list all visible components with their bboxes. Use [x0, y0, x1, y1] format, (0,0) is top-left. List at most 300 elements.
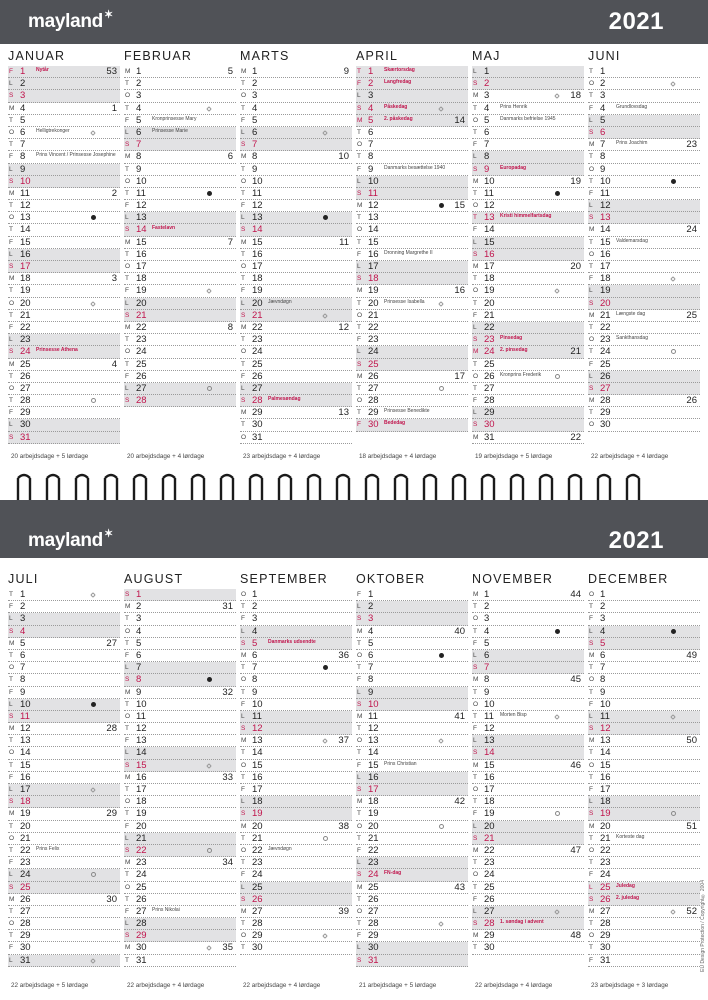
day-row[interactable]: [8, 613, 120, 625]
day-row[interactable]: [472, 747, 584, 759]
day-row[interactable]: [472, 310, 584, 322]
day-row[interactable]: [240, 613, 352, 625]
day-row[interactable]: [124, 906, 236, 918]
day-row[interactable]: [240, 601, 352, 613]
day-row[interactable]: [124, 322, 236, 334]
day-row[interactable]: [124, 723, 236, 735]
day-row[interactable]: [124, 90, 236, 102]
day-row[interactable]: [588, 90, 700, 102]
day-row[interactable]: [472, 662, 584, 674]
day-row[interactable]: [472, 869, 584, 881]
day-row[interactable]: [472, 115, 584, 127]
day-row[interactable]: [472, 395, 584, 407]
day-row[interactable]: [8, 346, 120, 358]
day-row[interactable]: [124, 833, 236, 845]
day-row[interactable]: [356, 589, 468, 601]
day-row[interactable]: [124, 78, 236, 90]
day-row[interactable]: [472, 857, 584, 869]
day-row[interactable]: [124, 796, 236, 808]
day-row[interactable]: [8, 942, 120, 954]
day-row[interactable]: [240, 322, 352, 334]
day-row[interactable]: [240, 395, 352, 407]
day-row[interactable]: [588, 151, 700, 163]
day-row[interactable]: [240, 127, 352, 139]
day-row[interactable]: [588, 723, 700, 735]
day-row[interactable]: [124, 359, 236, 371]
day-row[interactable]: [124, 942, 236, 954]
day-row[interactable]: [8, 66, 120, 78]
day-row[interactable]: [356, 699, 468, 711]
day-row[interactable]: [588, 735, 700, 747]
day-row[interactable]: [240, 359, 352, 371]
day-row[interactable]: [356, 371, 468, 383]
day-row[interactable]: [124, 395, 236, 407]
day-row[interactable]: [356, 821, 468, 833]
day-row[interactable]: [588, 906, 700, 918]
day-row[interactable]: [240, 760, 352, 772]
day-row[interactable]: [8, 821, 120, 833]
day-row[interactable]: [124, 882, 236, 894]
day-row[interactable]: [356, 212, 468, 224]
day-row[interactable]: [124, 699, 236, 711]
day-row[interactable]: [8, 115, 120, 127]
day-row[interactable]: [588, 395, 700, 407]
day-row[interactable]: [588, 747, 700, 759]
day-row[interactable]: [472, 833, 584, 845]
day-row[interactable]: [472, 90, 584, 102]
day-row[interactable]: [356, 127, 468, 139]
day-row[interactable]: [8, 711, 120, 723]
day-row[interactable]: [8, 699, 120, 711]
day-row[interactable]: [124, 821, 236, 833]
day-row[interactable]: [124, 346, 236, 358]
day-row[interactable]: [588, 346, 700, 358]
day-row[interactable]: [356, 601, 468, 613]
day-row[interactable]: [588, 103, 700, 115]
day-row[interactable]: [8, 395, 120, 407]
day-row[interactable]: [240, 918, 352, 930]
day-row[interactable]: [356, 419, 468, 431]
day-row[interactable]: [240, 699, 352, 711]
day-row[interactable]: [472, 894, 584, 906]
day-row[interactable]: [588, 212, 700, 224]
day-row[interactable]: [356, 115, 468, 127]
day-row[interactable]: [588, 383, 700, 395]
day-row[interactable]: [240, 273, 352, 285]
day-row[interactable]: [588, 711, 700, 723]
day-row[interactable]: [8, 90, 120, 102]
day-row[interactable]: [472, 601, 584, 613]
day-row[interactable]: [240, 894, 352, 906]
day-row[interactable]: [472, 808, 584, 820]
day-row[interactable]: [356, 906, 468, 918]
day-row[interactable]: [240, 249, 352, 261]
day-row[interactable]: [124, 139, 236, 151]
day-row[interactable]: [240, 808, 352, 820]
day-row[interactable]: [8, 188, 120, 200]
day-row[interactable]: [588, 261, 700, 273]
day-row[interactable]: [472, 626, 584, 638]
day-row[interactable]: [8, 674, 120, 686]
day-row[interactable]: [356, 407, 468, 419]
day-row[interactable]: [472, 613, 584, 625]
day-row[interactable]: [356, 808, 468, 820]
day-row[interactable]: [356, 845, 468, 857]
day-row[interactable]: [356, 747, 468, 759]
day-row[interactable]: [240, 674, 352, 686]
day-row[interactable]: [356, 164, 468, 176]
day-row[interactable]: [472, 371, 584, 383]
day-row[interactable]: [124, 103, 236, 115]
day-row[interactable]: [8, 273, 120, 285]
day-row[interactable]: [472, 66, 584, 78]
day-row[interactable]: [240, 407, 352, 419]
day-row[interactable]: [8, 151, 120, 163]
day-row[interactable]: [472, 249, 584, 261]
day-row[interactable]: [240, 419, 352, 431]
day-row[interactable]: [240, 796, 352, 808]
day-row[interactable]: [8, 687, 120, 699]
day-row[interactable]: [8, 918, 120, 930]
day-row[interactable]: [124, 237, 236, 249]
day-row[interactable]: [240, 638, 352, 650]
day-row[interactable]: [124, 845, 236, 857]
day-row[interactable]: [124, 613, 236, 625]
day-row[interactable]: [356, 200, 468, 212]
day-row[interactable]: [472, 334, 584, 346]
day-row[interactable]: [472, 650, 584, 662]
day-row[interactable]: [8, 784, 120, 796]
day-row[interactable]: [124, 601, 236, 613]
day-row[interactable]: [472, 188, 584, 200]
day-row[interactable]: [588, 200, 700, 212]
day-row[interactable]: [356, 346, 468, 358]
day-row[interactable]: [356, 930, 468, 942]
day-row[interactable]: [124, 735, 236, 747]
day-row[interactable]: [472, 164, 584, 176]
day-row[interactable]: [356, 237, 468, 249]
day-row[interactable]: [124, 955, 236, 967]
day-row[interactable]: [472, 103, 584, 115]
day-row[interactable]: [8, 249, 120, 261]
day-row[interactable]: [124, 650, 236, 662]
day-row[interactable]: [240, 200, 352, 212]
day-row[interactable]: [8, 589, 120, 601]
day-row[interactable]: [356, 395, 468, 407]
day-row[interactable]: [240, 735, 352, 747]
day-row[interactable]: [8, 164, 120, 176]
day-row[interactable]: [472, 224, 584, 236]
day-row[interactable]: [8, 601, 120, 613]
day-row[interactable]: [356, 310, 468, 322]
day-row[interactable]: [588, 176, 700, 188]
day-row[interactable]: [240, 139, 352, 151]
day-row[interactable]: [356, 188, 468, 200]
day-row[interactable]: [588, 626, 700, 638]
day-row[interactable]: [8, 298, 120, 310]
day-row[interactable]: [240, 66, 352, 78]
day-row[interactable]: [8, 650, 120, 662]
day-row[interactable]: [8, 906, 120, 918]
day-row[interactable]: [8, 371, 120, 383]
day-row[interactable]: [356, 638, 468, 650]
day-row[interactable]: [356, 760, 468, 772]
day-row[interactable]: [588, 310, 700, 322]
day-row[interactable]: [240, 942, 352, 954]
day-row[interactable]: [588, 334, 700, 346]
day-row[interactable]: [240, 906, 352, 918]
day-row[interactable]: [356, 334, 468, 346]
day-row[interactable]: [588, 650, 700, 662]
day-row[interactable]: [240, 930, 352, 942]
day-row[interactable]: [588, 808, 700, 820]
day-row[interactable]: [472, 699, 584, 711]
day-row[interactable]: [240, 188, 352, 200]
day-row[interactable]: [240, 772, 352, 784]
day-row[interactable]: [124, 857, 236, 869]
day-row[interactable]: [124, 66, 236, 78]
day-row[interactable]: [588, 687, 700, 699]
day-row[interactable]: [472, 176, 584, 188]
day-row[interactable]: [8, 359, 120, 371]
day-row[interactable]: [588, 273, 700, 285]
day-row[interactable]: [588, 419, 700, 431]
day-row[interactable]: [356, 90, 468, 102]
day-row[interactable]: [124, 285, 236, 297]
day-row[interactable]: [472, 346, 584, 358]
day-row[interactable]: [472, 942, 584, 954]
day-row[interactable]: [588, 224, 700, 236]
day-row[interactable]: [124, 212, 236, 224]
day-row[interactable]: [124, 200, 236, 212]
day-row[interactable]: [8, 894, 120, 906]
day-row[interactable]: [240, 176, 352, 188]
day-row[interactable]: [124, 930, 236, 942]
day-row[interactable]: [472, 127, 584, 139]
day-row[interactable]: [472, 589, 584, 601]
day-row[interactable]: [588, 833, 700, 845]
day-row[interactable]: [588, 237, 700, 249]
day-row[interactable]: [588, 845, 700, 857]
day-row[interactable]: [588, 139, 700, 151]
day-row[interactable]: [240, 103, 352, 115]
day-row[interactable]: [124, 747, 236, 759]
day-row[interactable]: [356, 869, 468, 881]
day-row[interactable]: [356, 66, 468, 78]
day-row[interactable]: [588, 955, 700, 967]
day-row[interactable]: [124, 711, 236, 723]
day-row[interactable]: [240, 784, 352, 796]
day-row[interactable]: [240, 821, 352, 833]
day-row[interactable]: [240, 151, 352, 163]
day-row[interactable]: [124, 127, 236, 139]
day-row[interactable]: [472, 882, 584, 894]
day-row[interactable]: [472, 821, 584, 833]
day-row[interactable]: [472, 285, 584, 297]
day-row[interactable]: [240, 164, 352, 176]
day-row[interactable]: [472, 711, 584, 723]
day-row[interactable]: [240, 845, 352, 857]
day-row[interactable]: [356, 662, 468, 674]
day-row[interactable]: [124, 589, 236, 601]
day-row[interactable]: [240, 662, 352, 674]
day-row[interactable]: [124, 249, 236, 261]
day-row[interactable]: [356, 298, 468, 310]
day-row[interactable]: [356, 261, 468, 273]
day-row[interactable]: [8, 200, 120, 212]
day-row[interactable]: [240, 589, 352, 601]
day-row[interactable]: [472, 784, 584, 796]
day-row[interactable]: [588, 869, 700, 881]
day-row[interactable]: [8, 419, 120, 431]
day-row[interactable]: [356, 103, 468, 115]
day-row[interactable]: [588, 674, 700, 686]
day-row[interactable]: [8, 176, 120, 188]
day-row[interactable]: [472, 845, 584, 857]
day-row[interactable]: [124, 310, 236, 322]
day-row[interactable]: [588, 857, 700, 869]
day-row[interactable]: [472, 200, 584, 212]
day-row[interactable]: [124, 687, 236, 699]
day-row[interactable]: [240, 626, 352, 638]
day-row[interactable]: [472, 687, 584, 699]
day-row[interactable]: [588, 407, 700, 419]
day-row[interactable]: [472, 918, 584, 930]
day-row[interactable]: [124, 638, 236, 650]
day-row[interactable]: [356, 176, 468, 188]
day-row[interactable]: [8, 383, 120, 395]
day-row[interactable]: [472, 906, 584, 918]
day-row[interactable]: [124, 115, 236, 127]
day-row[interactable]: [472, 419, 584, 431]
day-row[interactable]: [8, 955, 120, 967]
day-row[interactable]: [124, 224, 236, 236]
day-row[interactable]: [240, 869, 352, 881]
day-row[interactable]: [472, 735, 584, 747]
day-row[interactable]: [8, 432, 120, 444]
day-row[interactable]: [588, 249, 700, 261]
day-row[interactable]: [356, 224, 468, 236]
day-row[interactable]: [588, 772, 700, 784]
day-row[interactable]: [8, 103, 120, 115]
day-row[interactable]: [8, 261, 120, 273]
day-row[interactable]: [472, 796, 584, 808]
day-row[interactable]: [356, 784, 468, 796]
day-row[interactable]: [240, 687, 352, 699]
day-row[interactable]: [8, 833, 120, 845]
day-row[interactable]: [356, 273, 468, 285]
day-row[interactable]: [588, 298, 700, 310]
day-row[interactable]: [8, 747, 120, 759]
day-row[interactable]: [240, 371, 352, 383]
day-row[interactable]: [240, 833, 352, 845]
day-row[interactable]: [124, 371, 236, 383]
day-row[interactable]: [8, 735, 120, 747]
day-row[interactable]: [588, 613, 700, 625]
day-row[interactable]: [588, 127, 700, 139]
day-row[interactable]: [472, 78, 584, 90]
day-row[interactable]: [240, 224, 352, 236]
day-row[interactable]: [240, 261, 352, 273]
day-row[interactable]: [356, 882, 468, 894]
day-row[interactable]: [356, 139, 468, 151]
day-row[interactable]: [240, 115, 352, 127]
day-row[interactable]: [124, 784, 236, 796]
day-row[interactable]: [472, 237, 584, 249]
day-row[interactable]: [472, 930, 584, 942]
day-row[interactable]: [472, 638, 584, 650]
day-row[interactable]: [240, 90, 352, 102]
day-row[interactable]: [124, 188, 236, 200]
day-row[interactable]: [588, 930, 700, 942]
day-row[interactable]: [8, 78, 120, 90]
day-row[interactable]: [356, 942, 468, 954]
day-row[interactable]: [8, 845, 120, 857]
day-row[interactable]: [588, 589, 700, 601]
day-row[interactable]: [8, 322, 120, 334]
day-row[interactable]: [356, 894, 468, 906]
day-row[interactable]: [240, 298, 352, 310]
day-row[interactable]: [356, 650, 468, 662]
day-row[interactable]: [356, 918, 468, 930]
day-row[interactable]: [124, 176, 236, 188]
day-row[interactable]: [356, 687, 468, 699]
day-row[interactable]: [356, 833, 468, 845]
day-row[interactable]: [124, 164, 236, 176]
day-row[interactable]: [588, 322, 700, 334]
day-row[interactable]: [588, 942, 700, 954]
day-row[interactable]: [588, 601, 700, 613]
day-row[interactable]: [472, 760, 584, 772]
day-row[interactable]: [356, 857, 468, 869]
day-row[interactable]: [356, 285, 468, 297]
day-row[interactable]: [472, 407, 584, 419]
day-row[interactable]: [124, 674, 236, 686]
day-row[interactable]: [8, 662, 120, 674]
day-row[interactable]: [124, 808, 236, 820]
day-row[interactable]: [240, 383, 352, 395]
day-row[interactable]: [472, 772, 584, 784]
day-row[interactable]: [356, 735, 468, 747]
day-row[interactable]: [8, 212, 120, 224]
day-row[interactable]: [472, 432, 584, 444]
day-row[interactable]: [124, 772, 236, 784]
day-row[interactable]: [472, 261, 584, 273]
day-row[interactable]: [124, 151, 236, 163]
day-row[interactable]: [472, 212, 584, 224]
day-row[interactable]: [356, 674, 468, 686]
day-row[interactable]: [356, 151, 468, 163]
day-row[interactable]: [588, 662, 700, 674]
day-row[interactable]: [124, 662, 236, 674]
day-row[interactable]: [356, 383, 468, 395]
day-row[interactable]: [588, 821, 700, 833]
day-row[interactable]: [356, 322, 468, 334]
day-row[interactable]: [8, 626, 120, 638]
day-row[interactable]: [8, 285, 120, 297]
day-row[interactable]: [240, 212, 352, 224]
day-row[interactable]: [240, 650, 352, 662]
day-row[interactable]: [124, 273, 236, 285]
day-row[interactable]: [356, 723, 468, 735]
day-row[interactable]: [472, 723, 584, 735]
day-row[interactable]: [8, 139, 120, 151]
day-row[interactable]: [240, 346, 352, 358]
day-row[interactable]: [124, 334, 236, 346]
day-row[interactable]: [588, 796, 700, 808]
day-row[interactable]: [124, 383, 236, 395]
day-row[interactable]: [8, 237, 120, 249]
